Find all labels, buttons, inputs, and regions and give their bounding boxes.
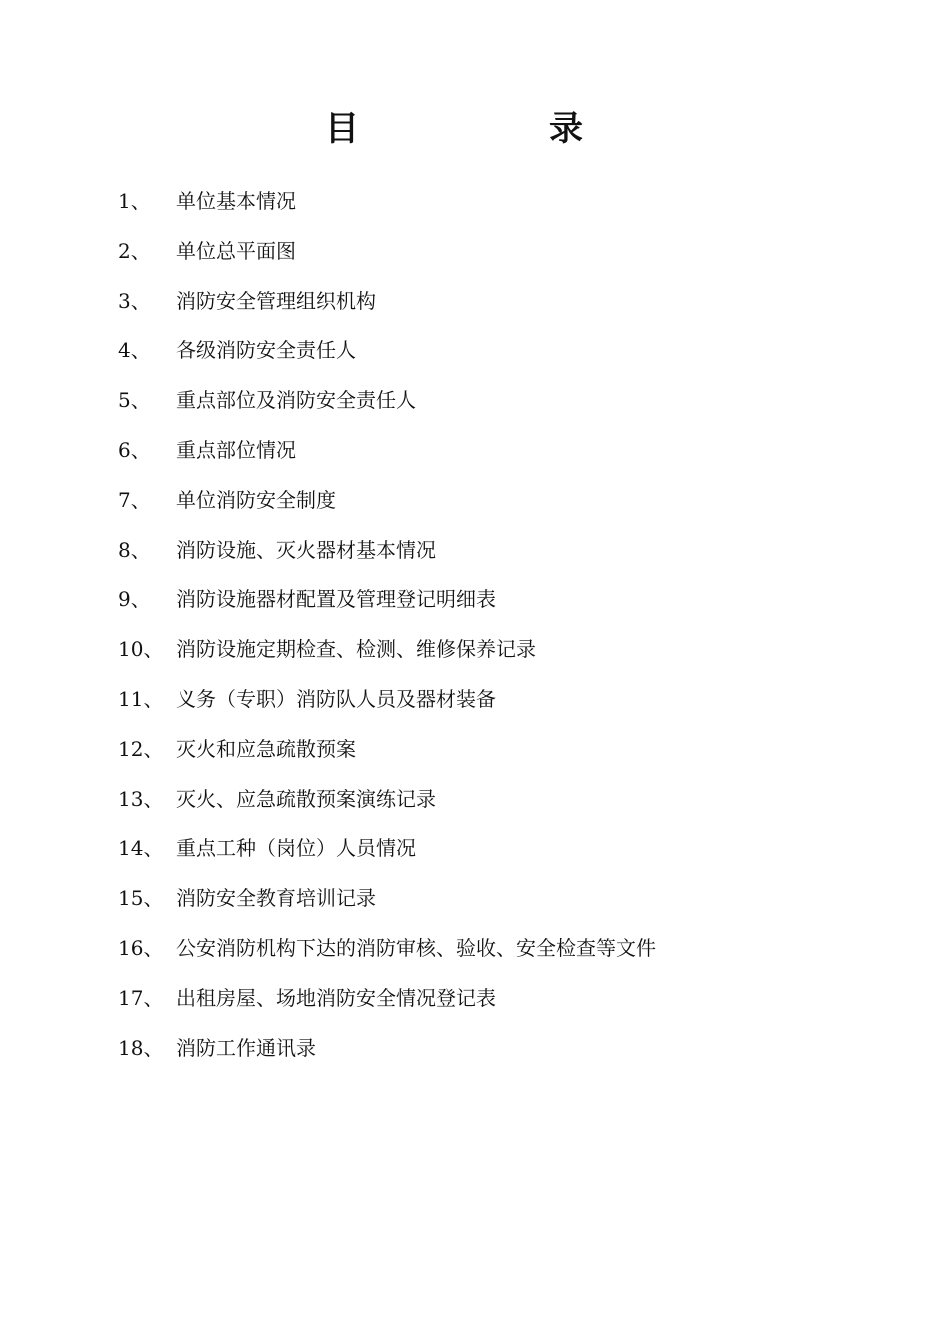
toc-entry-text: 消防安全管理组织机构 xyxy=(176,288,376,313)
toc-number: 11、 xyxy=(118,686,164,711)
toc-entry-text: 重点工种（岗位）人员情况 xyxy=(176,836,416,861)
toc-number: 16、 xyxy=(118,935,164,960)
toc-entry-text: 单位总平面图 xyxy=(176,238,296,263)
toc-item-1 xyxy=(118,182,878,232)
toc-number: 18、 xyxy=(118,1035,164,1060)
toc-entry-text: 义务（专职）消防队人员及器材装备 xyxy=(176,686,496,711)
toc-number: 3、 xyxy=(118,288,151,313)
toc-entry-text: 消防安全教育培训记录 xyxy=(176,886,376,911)
title-char-1: 目 xyxy=(325,109,359,149)
toc-item-14 xyxy=(118,829,878,879)
toc-entry-text: 单位消防安全制度 xyxy=(176,487,336,512)
toc-item-7 xyxy=(118,481,878,531)
toc-number: 5、 xyxy=(118,388,151,413)
toc-entry-text: 灭火和应急疏散预案 xyxy=(176,736,356,761)
toc-number: 12、 xyxy=(118,736,164,761)
table-of-contents xyxy=(118,182,878,1078)
toc-entry-text: 重点部位及消防安全责任人 xyxy=(176,388,416,413)
toc-entry-text: 出租房屋、场地消防安全情况登记表 xyxy=(176,985,496,1010)
toc-item-17 xyxy=(118,979,878,1029)
toc-number: 13、 xyxy=(118,786,164,811)
page-title xyxy=(0,104,950,154)
toc-number: 17、 xyxy=(118,985,164,1010)
toc-number: 15、 xyxy=(118,886,164,911)
toc-item-5 xyxy=(118,381,878,431)
toc-item-13 xyxy=(118,780,878,830)
toc-item-15 xyxy=(118,879,878,929)
toc-entry-text: 消防工作通讯录 xyxy=(176,1035,316,1060)
toc-number: 8、 xyxy=(118,537,151,562)
toc-item-12 xyxy=(118,730,878,780)
toc-entry-text: 灭火、应急疏散预案演练记录 xyxy=(176,786,436,811)
toc-number: 7、 xyxy=(118,487,151,512)
toc-number: 1、 xyxy=(118,189,151,213)
toc-number: 6、 xyxy=(118,437,151,462)
toc-item-8 xyxy=(118,531,878,581)
toc-item-9 xyxy=(118,580,878,630)
toc-item-6 xyxy=(118,431,878,481)
toc-item-10 xyxy=(118,630,878,680)
title-char-2: 录 xyxy=(549,109,583,149)
toc-item-2 xyxy=(118,232,878,282)
toc-item-11 xyxy=(118,680,878,730)
toc-entry-text: 消防设施定期检查、检测、维修保养记录 xyxy=(176,637,536,662)
toc-entry-text: 单位基本情况 xyxy=(176,189,296,213)
toc-entry-text: 公安消防机构下达的消防审核、验收、安全检查等文件 xyxy=(176,935,656,960)
toc-entry-text: 消防设施器材配置及管理登记明细表 xyxy=(176,587,496,612)
toc-number: 10、 xyxy=(118,637,164,662)
toc-number: 14、 xyxy=(118,836,164,861)
toc-number: 9、 xyxy=(118,587,151,612)
toc-entry-text: 重点部位情况 xyxy=(176,437,296,462)
toc-entry-text: 消防设施、灭火器材基本情况 xyxy=(176,537,436,562)
toc-item-4 xyxy=(118,331,878,381)
toc-entry-text: 各级消防安全责任人 xyxy=(176,338,356,363)
toc-number: 2、 xyxy=(118,238,151,263)
toc-item-18 xyxy=(118,1029,878,1079)
toc-item-16 xyxy=(118,929,878,979)
toc-item-3 xyxy=(118,282,878,332)
toc-number: 4、 xyxy=(118,338,151,363)
